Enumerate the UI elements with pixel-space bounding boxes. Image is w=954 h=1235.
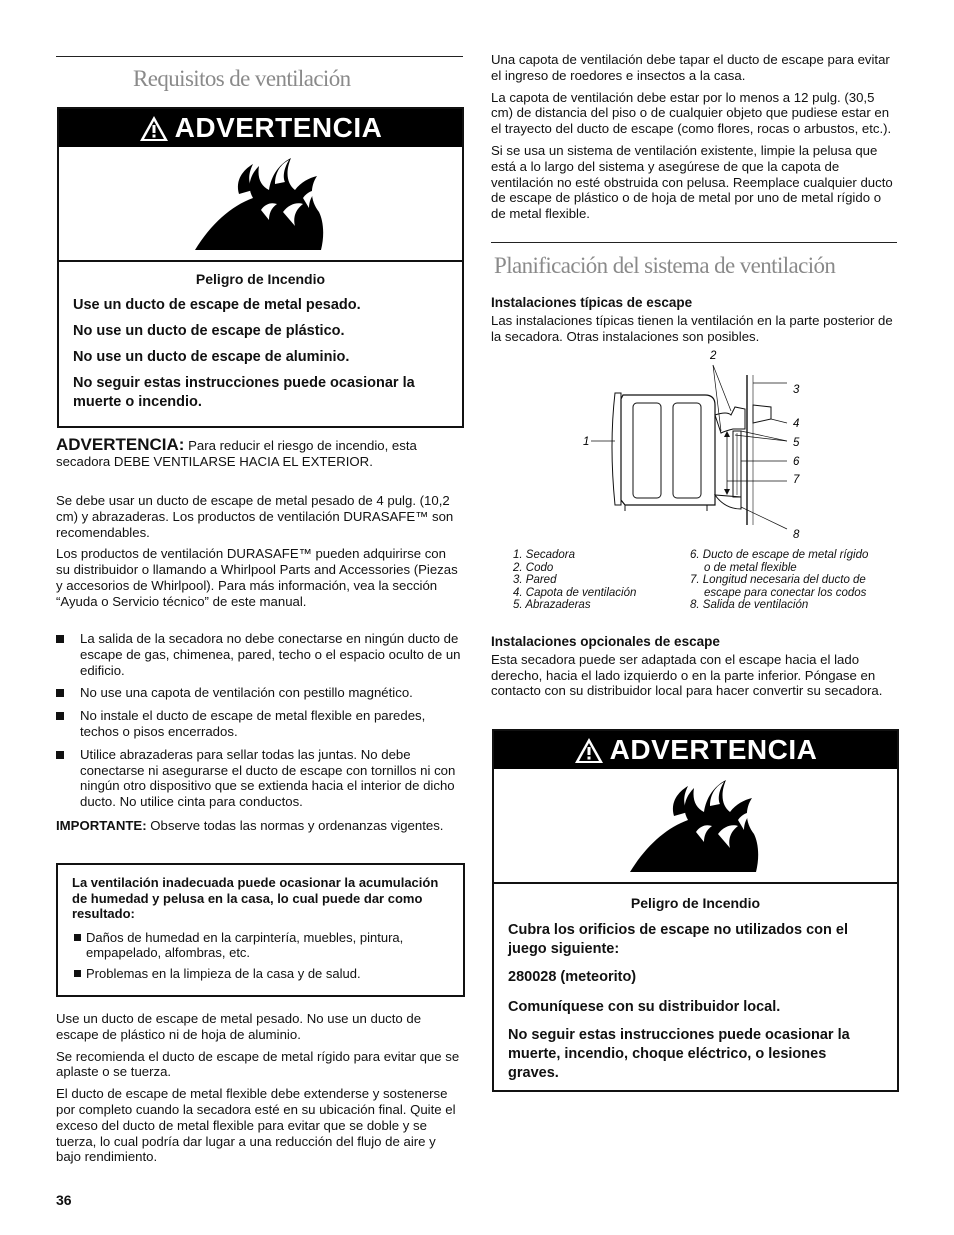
legend-item: 2. Codo [513, 561, 554, 574]
warning-box-2 [492, 729, 899, 1092]
callout-1: 1 [583, 436, 590, 448]
fire-image-1 [59, 147, 462, 262]
warning-line: No use un ducto de escape de aluminio. [73, 349, 350, 365]
subheading: Instalaciones típicas de escape [491, 295, 693, 310]
warning-line: No seguir estas instrucciones puede ocasionar la muerte o incendio. [73, 375, 415, 410]
legend-item: 8. Salida de ventilación [690, 599, 809, 612]
requirements-list [56, 631, 463, 817]
warning-triangle-icon [139, 115, 169, 142]
callout-5: 5 [793, 437, 800, 449]
legend-item: 3. Pared [513, 574, 557, 587]
diagram-legend-right [690, 549, 868, 612]
vent-diagram [575, 345, 815, 545]
note-list [72, 930, 451, 982]
warning-line: Comuníquese con su distribuidor local. [508, 999, 781, 1015]
warning-line: No seguir estas instrucciones puede ocasionar la muerte, incendio, choque eléctrico, o lesiones graves. [508, 1027, 850, 1081]
list-item: No instale el ducto de escape de metal flexible en paredes, techos o pisos encerrados. [56, 708, 463, 740]
warning-body-2 [494, 884, 897, 1098]
legend-item: 5. Abrazaderas [513, 599, 591, 612]
importante-label: IMPORTANTE: [56, 818, 147, 833]
paragraph: Una capota de ventilación debe tapar el ducto de escape para evitar el ingreso de roedores e insectos a la casa. [491, 52, 890, 83]
legend-item: 1. Secadora [513, 549, 576, 561]
paragraph: Las instalaciones típicas tienen la ventilación en la parte posterior de la secadora. Otras instalaciones son posibles. [491, 312, 893, 344]
advertencia-label: ADVERTENCIA: [56, 435, 185, 454]
rule-right [491, 242, 897, 243]
warning-header-2 [494, 731, 897, 769]
warning-body-1 [59, 262, 462, 427]
paragraph: Los productos de ventilación DURASAFE™ pueden adquirirse con su distribuidor o llamando a Whirlpool Parts and Accessories (Piezas y accesorios de Whirlpool). Para más información, vea la sección “Ayuda o Servicio técnico” de este manual. [56, 546, 458, 609]
vent-hood-paragraphs [491, 52, 897, 228]
paragraph: Si se usa un sistema de ventilación existente, limpie la pelusa que está a lo largo del sistema y asegúrese de que la capota de ventilación no esté obstruida con pelusa. Reemplace cualquier ducto de escape de plástico o de hoja de metal por uno de metal rígido o de metal flexible. [491, 142, 893, 222]
top-rule-left [56, 56, 463, 57]
legend-item: 4. Capota de ventilación [513, 586, 637, 599]
subheading: Instalaciones opcionales de escape [491, 634, 720, 649]
legend-item: 7. Longitud necesaria del ducto de [690, 574, 866, 587]
typical-installations [491, 295, 897, 350]
warning-line: No use un ducto de escape de plástico. [73, 323, 345, 339]
list-item: Problemas en la limpieza de la casa y de salud. [72, 966, 451, 982]
bullet-icon [56, 635, 64, 643]
advertencia-paragraph [56, 437, 463, 476]
list-item: No use una capota de ventilación con pestillo magnético. [56, 685, 463, 701]
optional-installations [491, 634, 897, 705]
legend-item: 6. Ducto de escape de metal rígido [690, 549, 869, 561]
bullet-icon [74, 970, 81, 977]
importante-text: Observe todas las normas y ordenanzas vigentes. [150, 818, 444, 833]
section-heading-planificacion: Planificación del sistema de ventilación [494, 253, 836, 278]
warning-title-2: ADVERTENCIA [609, 734, 818, 765]
list-item: Utilice abrazaderas para sellar todas las juntas. No debe conectarse ni asegurarse el ducto de escape con tornillos ni con ningún otro dispositivo que se extienda hacia el interior de dicho ducto. No utilice cinta para conductos. [56, 747, 463, 810]
duct-paragraphs [56, 1011, 463, 1171]
callout-4: 4 [793, 418, 800, 430]
section-heading-requisitos: Requisitos de ventilación [133, 66, 351, 91]
warning-header-1 [59, 109, 462, 147]
durasafe-paragraphs [56, 493, 463, 616]
list-item: La salida de la secadora no debe conectarse en ningún ducto de escape de gas, chimenea, pared, techo o el espacio oculto de un edificio. [56, 631, 463, 678]
warning-line: Use un ducto de escape de metal pesado. [73, 297, 361, 313]
advertencia-text: Para reducir el riesgo de incendio, esta secadora DEBE VENTILARSE HACIA EL EXTERIOR. [56, 438, 417, 469]
legend-item: escape para conectar los codos [704, 586, 867, 599]
warning-box-1 [57, 107, 464, 428]
callout-6: 6 [793, 456, 800, 468]
warning-line: Cubra los orificios de escape no utilizados con el juego siguiente: [508, 922, 849, 957]
fire-image-2 [494, 769, 897, 884]
paragraph: Use un ducto de escape de metal pesado. No use un ducto de escape de plástico ni de hoja de aluminio. [56, 1011, 422, 1042]
hazard-label-2: Peligro de Incendio [630, 895, 761, 911]
hazard-label-1: Peligro de Incendio [195, 271, 326, 287]
paragraph: Se recomienda el ducto de escape de metal rígido para evitar que se aplaste o se tuerza. [56, 1048, 460, 1080]
diagram-legend-left [513, 549, 636, 612]
ventilation-note-box [56, 863, 465, 997]
paragraph: El ducto de escape de metal flexible debe extenderse y sostenerse por completo cuando la secadora esté en su ubicación final. Quite el exceso del ducto de metal flexible para evitar que se doble y se tuerza, lo cual podría dar lugar a una reducción del flujo de aire y bajo rendimiento. [56, 1086, 456, 1165]
warning-title-1: ADVERTENCIA [174, 112, 383, 143]
paragraph: Se debe usar un ducto de escape de metal pesado de 4 pulg. (10,2 cm) y abrazaderas. Los productos de ventilación DURASAFE™ son recomendables. [56, 493, 454, 540]
warning-triangle-icon [574, 737, 604, 764]
importante-paragraph [56, 818, 463, 840]
callout-3: 3 [793, 384, 800, 396]
bullet-icon [74, 934, 81, 941]
fire-icon [191, 154, 331, 254]
bullet-icon [56, 689, 64, 697]
callout-8: 8 [793, 529, 800, 541]
legend-item: o de metal flexible [704, 561, 797, 574]
callout-7: 7 [793, 474, 800, 486]
fire-icon [626, 776, 766, 876]
warning-line: 280028 (meteorito) [508, 969, 637, 985]
page-number: 36 [56, 1192, 72, 1208]
paragraph: La capota de ventilación debe estar por lo menos a 12 pulg. (30,5 cm) de distancia del piso o de cualquier objeto que pudiese estar en el trayecto del ducto de escape (como flores, rocas o arbustos, etc.). [491, 89, 892, 137]
note-bold-text: La ventilación inadecuada puede ocasionar la acumulación de humedad y pelusa en la casa, lo cual puede dar como resultado: [72, 875, 439, 921]
bullet-icon [56, 712, 64, 720]
list-item: Daños de humedad en la carpintería, muebles, pintura, empapelado, alfombras, etc. [72, 930, 451, 961]
paragraph: Esta secadora puede ser adaptada con el escape hacia el lado derecho, hacia el lado izquierdo o en la parte inferior. Póngase en contacto con su distribuidor local para hacer convertir su secadora. [491, 651, 883, 699]
bullet-icon [56, 751, 64, 759]
callout-2: 2 [710, 350, 717, 362]
